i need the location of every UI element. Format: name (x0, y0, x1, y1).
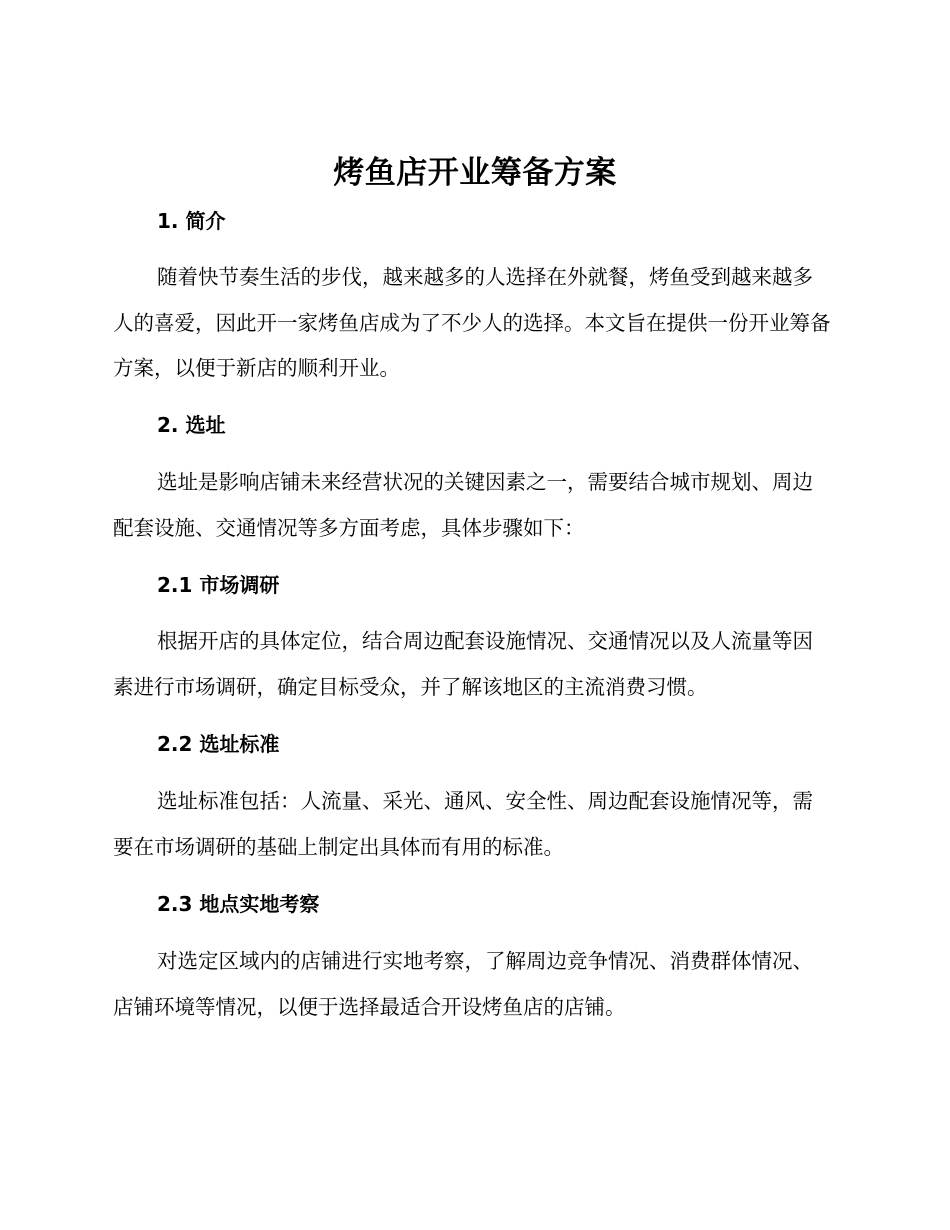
section-paragraph-site-inspection: 对选定区域内的店铺进行实地考察，了解周边竞争情况、消费群体情况、店铺环境等情况，以便于选择最适合开设烤鱼店的店铺。 (113, 949, 813, 1019)
document-title: 烤鱼店开业筹备方案 (333, 155, 617, 191)
section-heading-market-research: 2.1 市场调研 (157, 573, 280, 597)
section-heading-site-inspection: 2.3 地点实地考察 (157, 892, 320, 916)
section-paragraph-selection-criteria: 选址标准包括：人流量、采光、通风、安全性、周边配套设施情况等，需要在市场调研的基础上制定出具体而有用的标准。 (113, 789, 813, 859)
section-heading-selection-criteria: 2.2 选址标准 (157, 732, 280, 756)
section-heading-intro: 1. 简介 (157, 209, 226, 233)
section-heading-site-selection: 2. 选址 (157, 413, 226, 437)
section-paragraph-intro: 随着快节奏生活的步伐，越来越多的人选择在外就餐，烤鱼受到越来越多人的喜爱，因此开一家烤鱼店成为了不少人的选择。本文旨在提供一份开业筹备方案，以便于新店的顺利开业。 (113, 265, 831, 380)
section-paragraph-site-selection: 选址是影响店铺未来经营状况的关键因素之一，需要结合城市规划、周边配套设施、交通情况等多方面考虑，具体步骤如下： (113, 470, 813, 540)
section-paragraph-market-research: 根据开店的具体定位，结合周边配套设施情况、交通情况以及人流量等因素进行市场调研，确定目标受众，并了解该地区的主流消费习惯。 (113, 629, 813, 699)
